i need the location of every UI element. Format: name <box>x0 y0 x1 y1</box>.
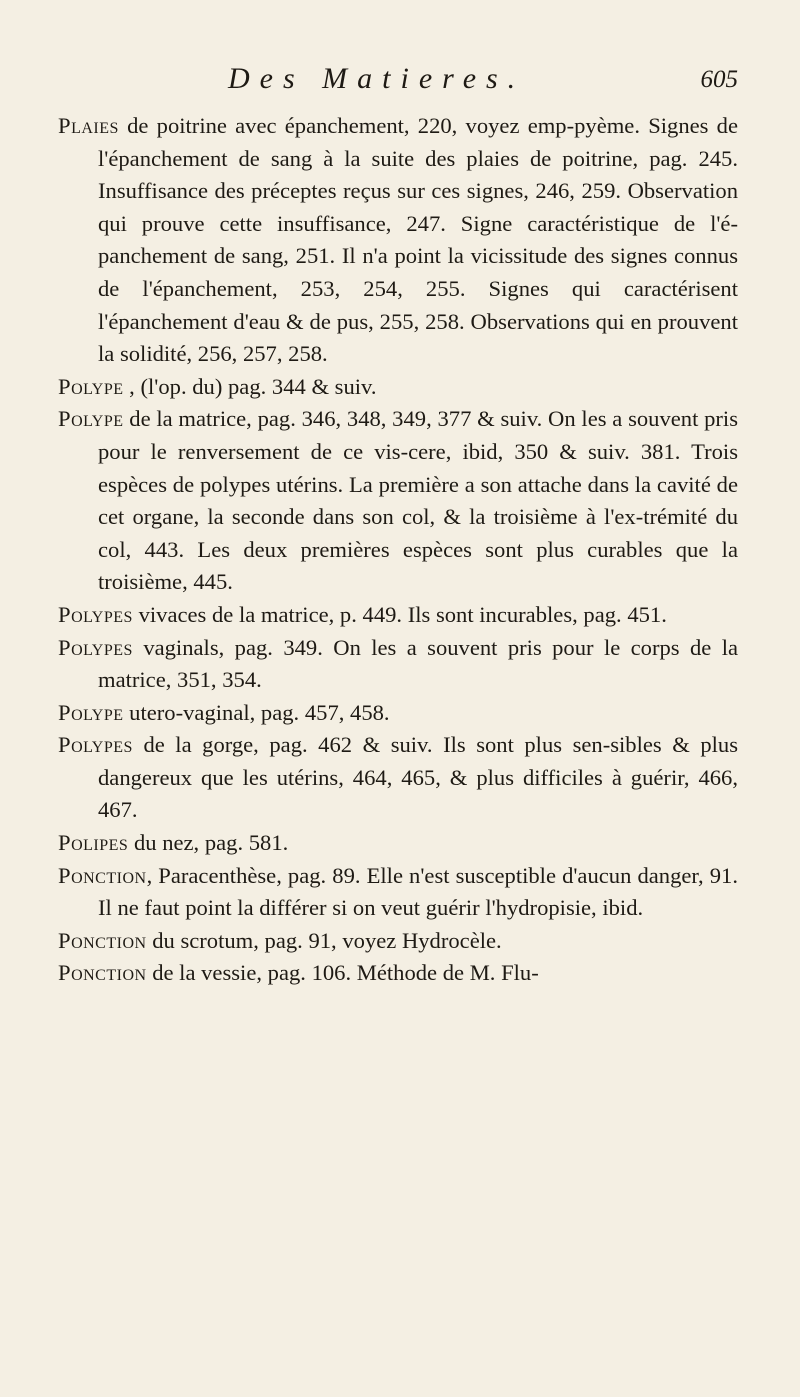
entry-text: du nez, pag. 581. <box>128 830 289 856</box>
running-title: Des Matieres. <box>228 62 526 95</box>
entry-heading: Polypes <box>58 634 133 660</box>
index-entry <box>58 371 738 404</box>
entry-text: de la gorge, pag. 462 & suiv. Ils sont plus sen-sibles & plus dangereux que les utérins, 464, 465, & plus difficiles à guérir, 466, 467. <box>98 732 738 823</box>
entry-heading: Plaies <box>58 113 119 138</box>
index-entry <box>58 599 738 632</box>
entry-heading: Polype <box>58 699 124 725</box>
index-entry <box>58 729 738 827</box>
entry-text: vaginals, pag. 349. On les a souvent pris pour le corps de la matrice, 351, 354. <box>98 634 738 693</box>
entry-heading: Polypes <box>58 732 133 758</box>
index-entry <box>58 860 738 925</box>
index-entry <box>58 632 738 697</box>
entry-heading: Polype <box>58 406 124 432</box>
entry-heading: Ponction <box>58 862 147 888</box>
entry-text: , Paracenthèse, pag. 89. Elle n'est susceptible d'aucun danger, 91. Il ne faut point la différer si on veut guérir l'hydropisie, ibid. <box>98 862 738 921</box>
entry-text: du scrotum, pag. 91, voyez Hydrocèle. <box>146 927 502 953</box>
entry-heading: Polipes <box>58 830 129 856</box>
page-number: 605 <box>700 66 738 93</box>
index-entry <box>58 110 738 371</box>
entry-text: , (l'op. du) pag. 344 & suiv. <box>123 373 377 399</box>
entry-heading: Ponction <box>58 960 147 986</box>
entry-text: de poitrine avec épanchement, 220, voyez emp-pyème. Signes de l'épanchement de sang à la suite des plaies de poitrine, pag. 245. Insuffisance des préceptes reçus sur ces signes, 246, 259. Observation qui prouve cette insuffisance, 247. Signe caractéristique de l'é-panchement de sang, 251. Il n'a point la vicissitude des signes connus de l'épanchement, 253, 254, 255. Signes qui caractérisent l'épanchement d'eau & de pus, 255, 258. Observations qui en prouvent la solidité, 256, 257, 258. <box>98 113 738 367</box>
entry-heading: Polype <box>58 373 124 399</box>
index-entries <box>58 110 738 990</box>
page-header <box>58 62 738 104</box>
entry-text: de la vessie, pag. 106. Méthode de M. Flu- <box>146 960 539 986</box>
entry-text: utero-vaginal, pag. 457, 458. <box>123 699 390 725</box>
index-entry <box>58 403 738 599</box>
index-entry <box>58 697 738 730</box>
entry-text: de la matrice, pag. 346, 348, 349, 377 & suiv. On les a souvent pris pour le renversement de ce vis-cere, ibid, 350 & suiv. 381. Trois espèces de polypes utérins. La première a son attache dans la cavité de cet organe, la seconde dans son col, & la troisième à l'ex-trémité du col, 443. Les deux premières espèces sont plus curables que la troisième, 445. <box>98 406 738 595</box>
index-entry <box>58 957 738 990</box>
entry-text: vivaces de la matrice, p. 449. Ils sont incurables, pag. 451. <box>132 601 667 627</box>
index-entry <box>58 827 738 860</box>
entry-heading: Polypes <box>58 601 133 627</box>
index-entry <box>58 925 738 958</box>
entry-heading: Ponction <box>58 927 147 953</box>
